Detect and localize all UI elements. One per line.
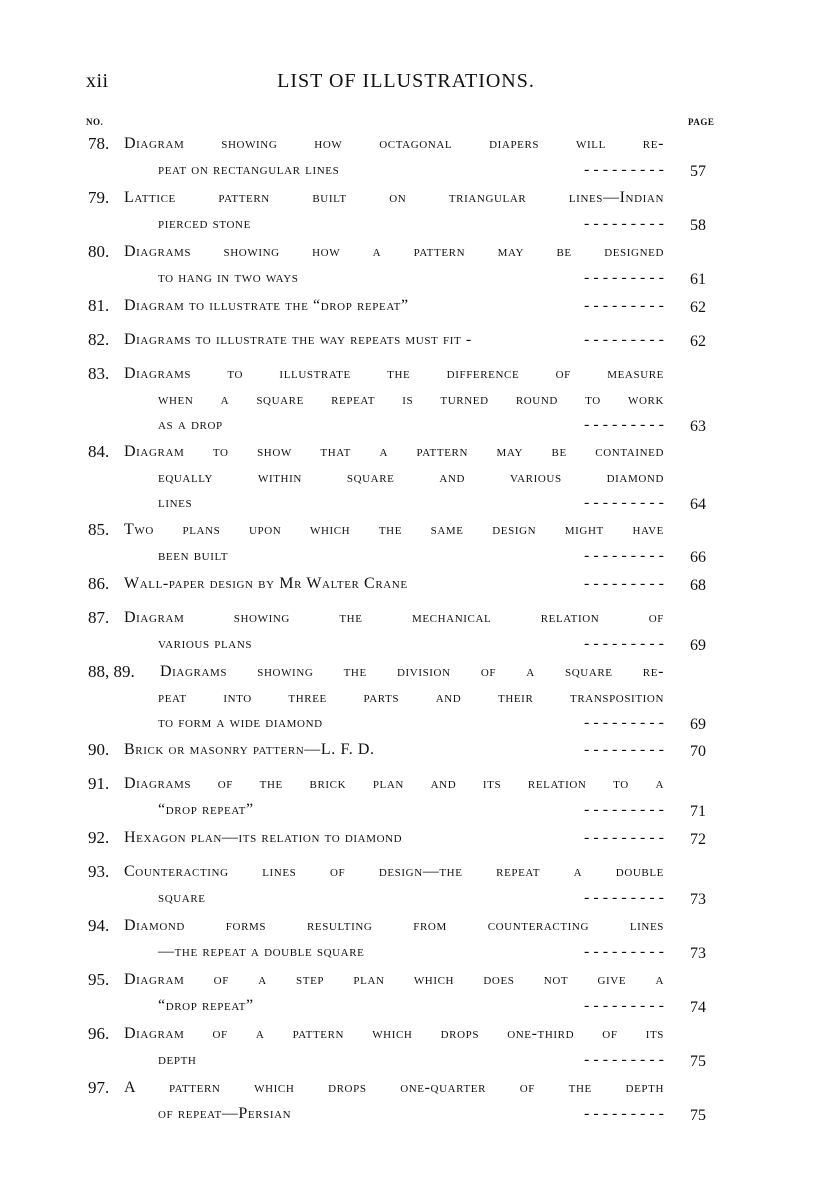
figure-number: 93. (88, 862, 110, 881)
page-reference: 73 (690, 890, 706, 908)
caption-line (158, 632, 664, 656)
caption-text: square (158, 888, 206, 906)
figure-number: 92. (88, 828, 110, 847)
caption-line: Lattice pattern built on triangular lines—Indian (124, 189, 664, 206)
caption-line: when a square repeat is turned round to work (158, 390, 664, 408)
dot-leader: - - - - - - - - - (584, 996, 664, 1014)
dot-leader: - - - - - - - - - (584, 942, 664, 960)
caption-text: Hexagon plan—its relation to diamond (124, 829, 403, 846)
page-reference: 69 (690, 716, 706, 733)
caption-line (158, 886, 664, 910)
dot-leader: - - - - - - - - - (584, 714, 664, 731)
column-header-page: PAGE (688, 117, 715, 127)
caption-line (158, 491, 664, 515)
caption-line: Diagrams showing how a pattern may be designed (124, 243, 664, 260)
figure-number: 94. (88, 916, 110, 935)
page-title: LIST OF ILLUSTRATIONS. (277, 70, 535, 92)
caption-text: to form a wide diamond (158, 714, 323, 731)
caption-line: Counteracting lines of design—the repeat a double (124, 863, 664, 880)
page-reference: 63 (690, 418, 706, 435)
caption-text: peat on rectangular lines (158, 160, 340, 178)
caption-line: equally within square and various diamond (158, 468, 664, 486)
caption-text: “drop repeat” (158, 996, 254, 1014)
caption-line (158, 158, 664, 182)
caption-line (158, 1102, 664, 1126)
caption-text: been built (158, 546, 229, 564)
caption-text: depth (158, 1050, 197, 1068)
figure-number: 86. (88, 574, 110, 593)
page-header (86, 70, 726, 100)
caption-line: Diagram of a pattern which drops one-third of its (124, 1025, 664, 1042)
dot-leader: - - - - - - - - - (584, 741, 664, 758)
page-reference: 61 (690, 270, 706, 288)
dot-leader: - - - - - - - - - (584, 214, 664, 232)
caption-text: Diagrams to illustrate the way repeats must fit - (124, 331, 472, 348)
caption-text: “drop repeat” (158, 800, 254, 818)
figure-number: 91. (88, 774, 110, 793)
caption-line (158, 544, 664, 568)
caption-text: Diagram to illustrate the “drop repeat” (124, 297, 409, 314)
caption-line (124, 294, 664, 318)
caption-text: lines (158, 494, 193, 511)
caption-line: Diagrams of the brick plan and its relation to a (124, 775, 664, 792)
figure-number: 90. (88, 740, 110, 759)
figure-number: 82. (88, 330, 110, 349)
column-header-number: NO. (86, 117, 104, 127)
figure-number: 97. (88, 1078, 110, 1097)
caption-text: —the repeat a double square (158, 942, 365, 960)
caption-line: Diagram of a step plan which does not give a (124, 971, 664, 988)
caption-text: various plans (158, 634, 253, 652)
dot-leader: - - - - - - - - - (584, 268, 664, 286)
dot-leader: - - - - - - - - - (584, 575, 664, 592)
caption-line (158, 413, 664, 437)
caption-line (158, 711, 664, 735)
page-reference: 70 (690, 743, 706, 760)
caption-line (124, 328, 664, 352)
dot-leader: - - - - - - - - - (584, 634, 664, 652)
caption-line: Diagrams to illustrate the difference of measure (124, 365, 664, 382)
figure-number: 78. (88, 134, 110, 153)
page-number: xii (86, 70, 109, 92)
caption-line (158, 994, 664, 1018)
page-reference: 64 (690, 496, 706, 513)
dot-leader: - - - - - - - - - (584, 160, 664, 178)
page-reference: 62 (690, 333, 706, 350)
caption-line: Diagrams showing the division of a square re- (160, 663, 664, 680)
dot-leader: - - - - - - - - - (584, 416, 664, 433)
dot-leader: - - - - - - - - - (584, 1050, 664, 1068)
page-reference: 58 (690, 216, 706, 234)
dot-leader: - - - - - - - - - (584, 829, 664, 846)
page-reference: 73 (690, 944, 706, 962)
caption-line (158, 798, 664, 822)
caption-line (158, 940, 664, 964)
caption-line: A pattern which drops one-quarter of the depth (124, 1079, 664, 1096)
dot-leader: - - - - - - - - - (584, 297, 664, 314)
figure-number: 95. (88, 970, 110, 989)
dot-leader: - - - - - - - - - (584, 888, 664, 906)
dot-leader: - - - - - - - - - (584, 331, 664, 348)
figure-number: 85. (88, 520, 110, 539)
figure-number: 83. (88, 364, 110, 383)
figure-number: 87. (88, 608, 110, 627)
figure-number: 96. (88, 1024, 110, 1043)
caption-line (124, 572, 664, 596)
caption-text: Brick or masonry pattern—L. F. D. (124, 741, 375, 758)
caption-line: peat into three parts and their transposition (158, 688, 664, 706)
page-reference: 68 (690, 577, 706, 594)
caption-line: Diagram showing the mechanical relation of (124, 609, 664, 626)
dot-leader: - - - - - - - - - (584, 1104, 664, 1122)
figure-number: 84. (88, 442, 110, 461)
dot-leader: - - - - - - - - - (584, 546, 664, 564)
figure-number: 79. (88, 188, 110, 207)
caption-text: Wall-paper design by Mr Walter Crane (124, 575, 408, 592)
caption-line: Diagram showing how octagonal diapers will re- (124, 135, 664, 152)
caption-line (124, 738, 664, 762)
caption-line: Diagram to show that a pattern may be contained (124, 443, 664, 460)
caption-line (158, 212, 664, 236)
page-reference: 74 (690, 998, 706, 1016)
dot-leader: - - - - - - - - - (584, 494, 664, 511)
page-reference: 62 (690, 299, 706, 316)
caption-text: as a drop (158, 416, 223, 433)
page-reference: 71 (690, 802, 706, 820)
page-reference: 75 (690, 1106, 706, 1124)
caption-line (158, 1048, 664, 1072)
page-reference: 66 (690, 548, 706, 566)
caption-text: pierced stone (158, 214, 251, 232)
caption-text: to hang in two ways (158, 268, 299, 286)
figure-number: 80. (88, 242, 110, 261)
dot-leader: - - - - - - - - - (584, 800, 664, 818)
figure-number: 81. (88, 296, 110, 315)
page-reference: 75 (690, 1052, 706, 1070)
figure-number: 88, 89. (88, 662, 135, 681)
caption-line: Two plans upon which the same design might have (124, 521, 664, 538)
caption-line: Diamond forms resulting from counteracting lines (124, 917, 664, 934)
page-reference: 57 (690, 162, 706, 180)
caption-line (124, 826, 664, 850)
caption-text: of repeat—Persian (158, 1104, 292, 1122)
caption-line (158, 266, 664, 290)
page-reference: 69 (690, 636, 706, 654)
page-reference: 72 (690, 831, 706, 848)
